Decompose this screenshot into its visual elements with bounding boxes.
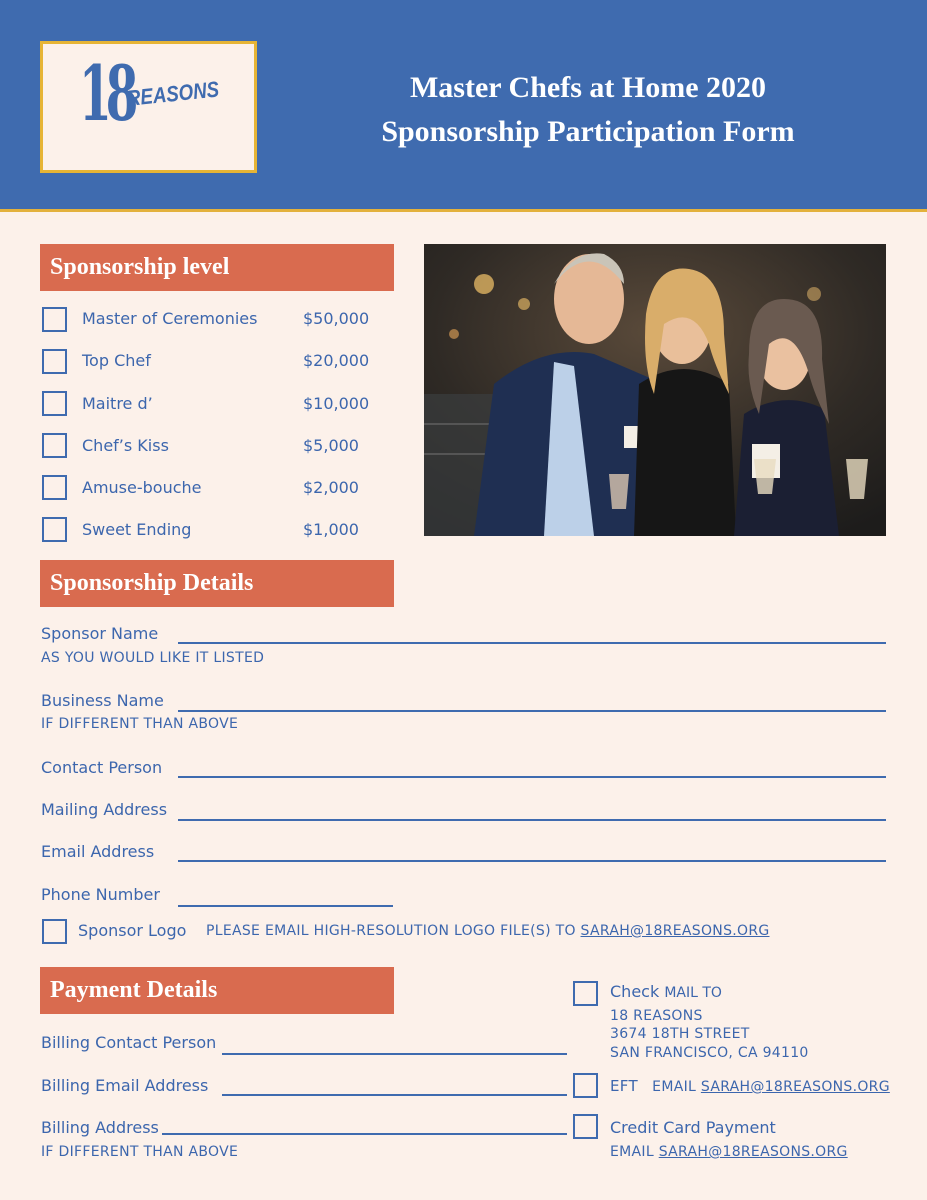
header-banner [0,0,927,212]
level-label: Sweet Ending [82,520,192,539]
eft-option [610,1077,890,1095]
sponsor-name-label: Sponsor Name [41,624,159,643]
mailing-address-label: Mailing Address [41,800,168,819]
check-text: Check [610,982,660,1001]
business-name-hint: IF DIFFERENT THAN ABOVE [41,716,239,732]
level-checkbox[interactable] [42,307,67,332]
check-mail-to: MAIL TO [664,985,722,1001]
logo-word: REASONS [125,76,221,111]
billing-address-field[interactable] [162,1133,567,1135]
logo-email-link[interactable]: SARAH@18REASONS.ORG [580,923,770,939]
level-checkbox[interactable] [42,475,67,500]
mail-address-line-1: 18 REASONS [610,1008,703,1024]
phone-number-field[interactable] [178,905,393,907]
sponsor-logo-label: Sponsor Logo [78,921,187,940]
sponsor-name-field[interactable] [178,642,886,644]
title-line-1: Master Chefs at Home 2020 [409,71,767,104]
business-name-field[interactable] [178,710,886,712]
eft-email-prefix: EMAIL [652,1079,697,1095]
mailing-address-field[interactable] [178,819,886,821]
level-amount: $2,000 [303,478,359,497]
sponsorship-level-heading: Sponsorship level [40,244,394,291]
level-label: Amuse-bouche [82,478,202,497]
contact-person-field[interactable] [178,776,886,778]
email-address-label: Email Address [41,842,155,861]
level-amount: $1,000 [303,520,359,539]
email-address-field[interactable] [178,860,886,862]
level-amount: $50,000 [303,309,370,328]
level-label: Master of Ceremonies [82,309,258,328]
mail-address-line-3: SAN FRANCISCO, CA 94110 [610,1045,809,1061]
phone-number-label: Phone Number [41,885,160,904]
page-title [320,66,856,154]
billing-email-field[interactable] [222,1094,567,1096]
check-checkbox[interactable] [573,981,598,1006]
sponsor-name-hint: AS YOU WOULD LIKE IT LISTED [41,650,265,666]
level-amount: $5,000 [303,436,359,455]
level-checkbox[interactable] [42,433,67,458]
logo[interactable] [40,41,257,173]
billing-address-label: Billing Address [41,1118,159,1137]
level-label: Maitre d’ [82,394,153,413]
billing-contact-label: Billing Contact Person [41,1033,217,1052]
level-label: Top Chef [82,351,151,370]
credit-card-label: Credit Card Payment [610,1118,776,1137]
level-amount: $20,000 [303,351,370,370]
mail-address-line-2: 3674 18TH STREET [610,1026,750,1042]
sponsorship-details-heading: Sponsorship Details [40,560,394,607]
eft-checkbox[interactable] [573,1073,598,1098]
cc-email-link[interactable]: SARAH@18REASONS.ORG [658,1144,848,1160]
credit-card-email [610,1144,848,1160]
logo-number: 18 [79,49,133,138]
payment-details-heading: Payment Details [40,967,394,1014]
level-checkbox[interactable] [42,517,67,542]
credit-card-checkbox[interactable] [573,1114,598,1139]
level-label: Chef’s Kiss [82,436,169,455]
photo-illustration [424,244,886,536]
level-checkbox[interactable] [42,391,67,416]
billing-contact-field[interactable] [222,1053,567,1055]
eft-email-link[interactable]: SARAH@18REASONS.ORG [700,1079,890,1095]
logo-instruction-text: PLEASE EMAIL HIGH-RESOLUTION LOGO FILE(S) TO [206,923,576,939]
business-name-label: Business Name [41,691,164,710]
billing-email-label: Billing Email Address [41,1076,209,1095]
title-line-2: Sponsorship Participation Form [381,115,795,148]
cc-email-prefix: EMAIL [610,1144,654,1160]
check-label [610,982,722,1001]
eft-label: EFT [610,1077,638,1095]
billing-address-hint: IF DIFFERENT THAN ABOVE [41,1144,239,1160]
level-checkbox[interactable] [42,349,67,374]
sponsor-logo-checkbox[interactable] [42,919,67,944]
sponsors-photo [424,244,886,536]
logo-instruction [206,923,770,939]
level-amount: $10,000 [303,394,370,413]
contact-person-label: Contact Person [41,758,163,777]
